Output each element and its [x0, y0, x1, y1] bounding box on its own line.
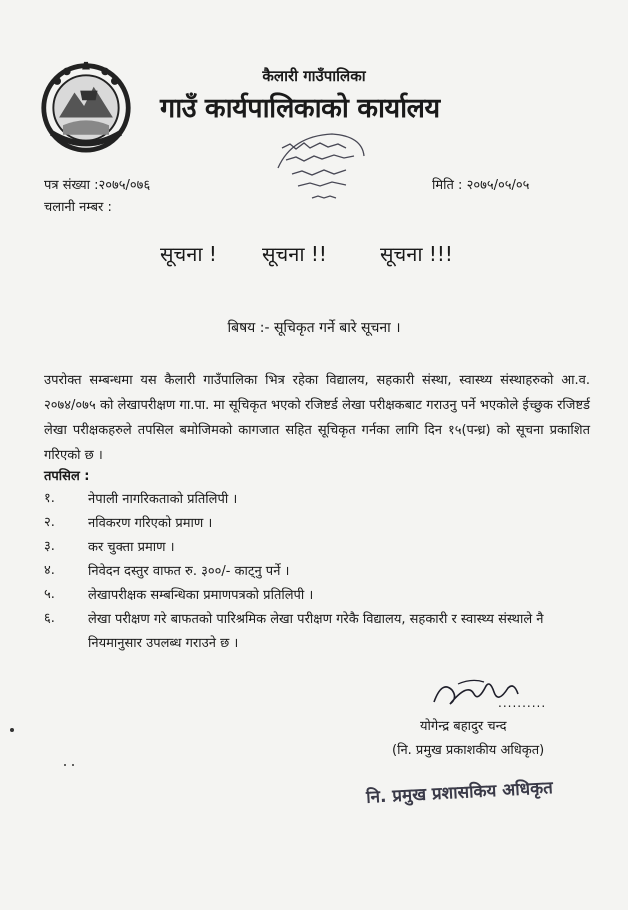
signature-dots: ..........: [498, 696, 547, 710]
office-title: गाउँ कार्यपालिकाको कार्यालय: [160, 93, 440, 124]
designation-stamp: नि. प्रमुख प्रशासकिय अधिकृत: [365, 778, 554, 808]
list-item-number: २.: [44, 515, 55, 530]
list-item-text: निवेदन दस्तुर वाफत रु. ३००/- काट्नु पर्ने ।: [88, 564, 290, 579]
letter-date: मिति : २०७५/०५/०५: [432, 178, 530, 193]
list-item-number: १.: [44, 491, 55, 506]
list-item-text: नविकरण गरिएको प्रमाण ।: [88, 516, 213, 531]
subject-line: बिषय :- सूचिकृत गर्ने बारे सूचना ।: [227, 320, 401, 336]
dispatch-number: चलानी नम्बर :: [44, 200, 112, 215]
office-subtitle: कैलारी गाउँपालिका: [262, 67, 366, 85]
signer-name: योगेन्द्र बहादुर चन्द: [420, 719, 507, 734]
list-item-text: नेपाली नागरिकताको प्रतिलिपी ।: [88, 492, 238, 507]
notice-heading-3: सूचना !!!: [380, 242, 453, 266]
office-stamp-icon: [272, 128, 368, 208]
list-item-number: ६.: [44, 611, 55, 626]
notice-heading-2: सूचना !!: [262, 242, 327, 266]
scan-speck: [72, 764, 74, 766]
list-item-number: ३.: [44, 539, 55, 554]
scan-speck: [10, 728, 14, 732]
letter-number: पत्र संख्या :२०७५/०७६: [44, 178, 151, 193]
list-item-text: लेखा परीक्षण गरे बाफतको पारिश्रमिक लेखा परीक्षण गरेकै विद्यालय, सहकारी र स्वास्थ्य संस्थाले नै नियमानुसार उपलब्ध गराउने छ ।: [88, 612, 544, 651]
list-item-text: लेखापरीक्षक सम्बन्धिका प्रमाणपत्रको प्रतिलिपी ।: [88, 588, 314, 603]
document-list: [44, 488, 604, 658]
signer-designation: (नि. प्रमुख प्रकाशकीय अधिकृत): [392, 743, 545, 758]
list-item-text: कर चुक्ता प्रमाण ।: [88, 540, 175, 555]
notice-heading-1: सूचना !: [160, 242, 217, 266]
list-item-number: ५.: [44, 587, 55, 602]
body-paragraph: उपरोक्त सम्बन्धमा यस कैलारी गाउँपालिका भित्र रहेका विद्यालय, सहकारी संस्था, स्वास्थ्य संस्थाहरुको आ.व. २०७४/०७५ को लेखापरीक्षण गा.पा. मा सूचिकृत भएको रजिष्टर्ड लेखा परीक्षकबाट गराउनु पर्ने भएकोले ईच्छुक रजिष्टर्ड लेखा परीक्षकहरुले तपसिल बमोजिमको कागजात सहित सूचिकृत गर्नका लागि दिन १५(पन्ध्र) को सूचना प्रकाशित गरिएको छ ।: [44, 373, 590, 463]
scan-speck: [64, 764, 66, 766]
list-heading: तपसिल :: [44, 469, 90, 484]
list-item-number: ४.: [44, 563, 55, 578]
